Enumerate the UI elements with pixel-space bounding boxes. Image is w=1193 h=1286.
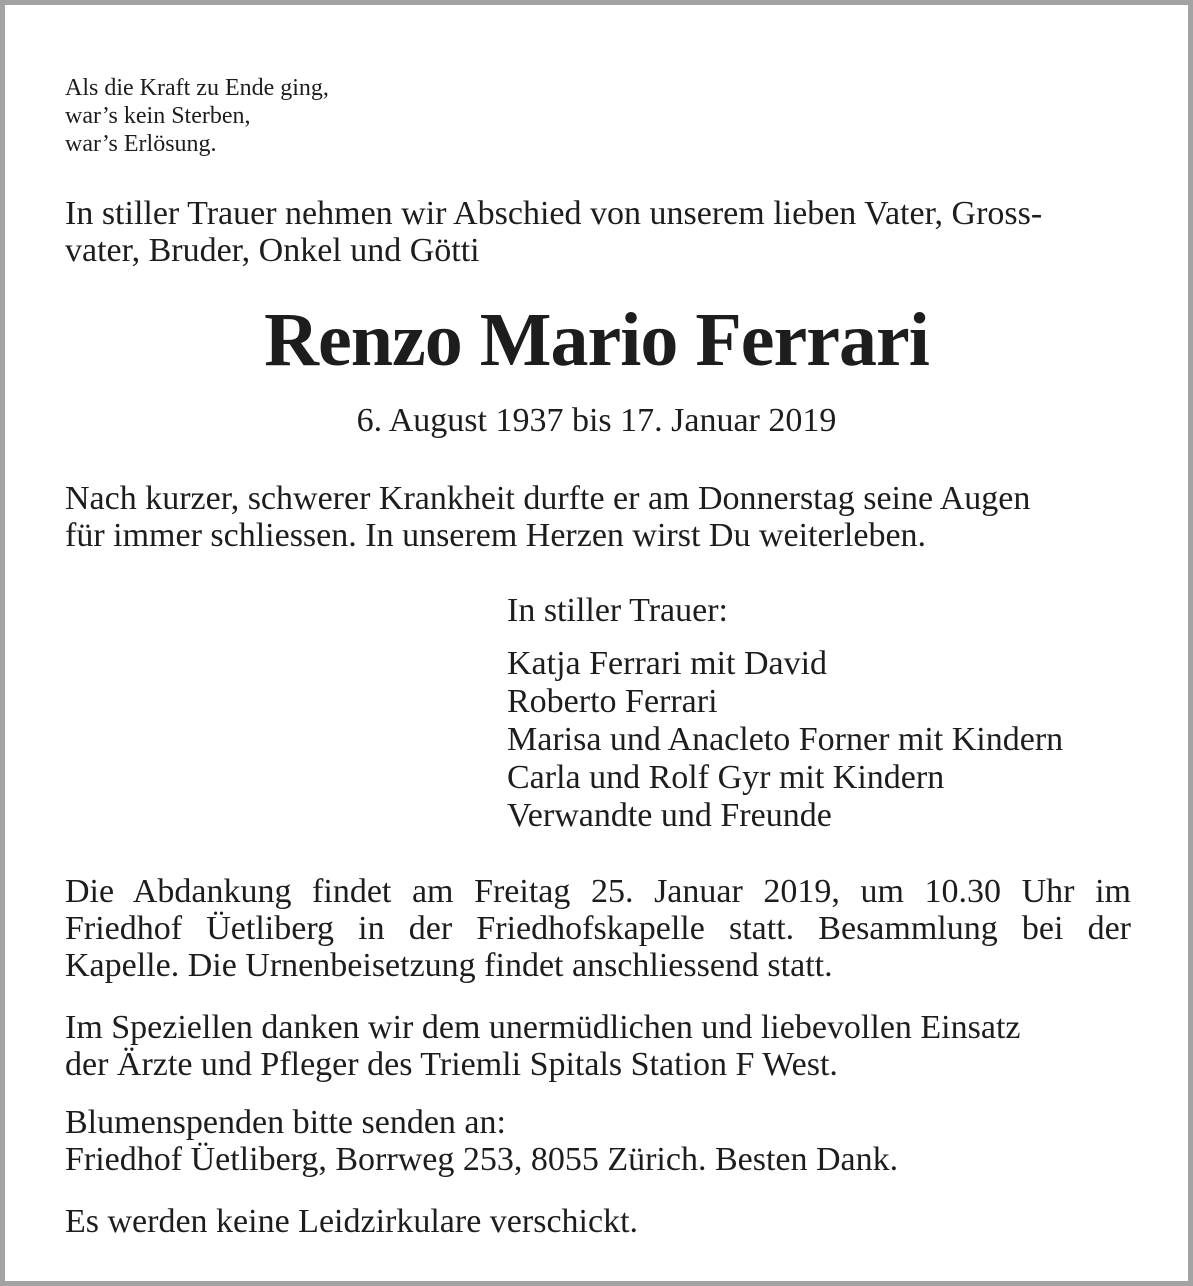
no-circulars-notice: Es werden keine Leidzirkulare verschickt. [65, 1203, 639, 1240]
farewell-message [65, 480, 1030, 554]
mourners-list [507, 645, 1063, 835]
mourner-name: Carla und Rolf Gyr mit Kindern [507, 759, 945, 796]
motto-line: war’s kein Sterben, [65, 103, 251, 129]
motto-line: war’s Erlösung. [65, 131, 217, 157]
mourner-name: Katja Ferrari mit David [507, 645, 828, 682]
mourners-block [507, 592, 1063, 835]
service-details [65, 873, 1131, 984]
flowers-address: Friedhof Üetliberg, Borrweg 253, 8055 Zürich. Besten Dank. [65, 1141, 899, 1178]
flower-donations [65, 1104, 1131, 1178]
intro-line: vater, Bruder, Onkel und Götti [65, 232, 480, 269]
service-line: Friedhof Üetliberg in der Friedhofskapelle statt. Besammlung bei der [65, 910, 1131, 947]
message-line: Nach kurzer, schwerer Krankheit durfte er am Donnerstag seine Augen [65, 480, 1031, 517]
intro-line: In stiller Trauer nehmen wir Abschied von unserem lieben Vater, Gross- [65, 195, 1043, 232]
motto-verse [65, 74, 329, 158]
flowers-line: Blumenspenden bitte senden an: [65, 1104, 506, 1141]
message-line: für immer schliessen. In unserem Herzen wirst Du weiterleben. [65, 517, 927, 554]
mourner-name: Roberto Ferrari [507, 683, 718, 720]
motto-line: Als die Kraft zu Ende ging, [65, 75, 329, 101]
thanks-line: der Ärzte und Pfleger des Triemli Spitals Station F West. [65, 1046, 838, 1083]
thanks-paragraph [65, 1009, 1131, 1083]
service-line: Kapelle. Die Urnenbeisetzung findet anschliessend statt. [65, 947, 833, 984]
mourners-heading: In stiller Trauer: [507, 592, 728, 629]
life-dates: 6. August 1937 bis 17. Januar 2019 [356, 402, 837, 439]
mourner-name: Marisa und Anacleto Forner mit Kindern [507, 721, 1064, 758]
service-line: Die Abdankung findet am Freitag 25. Januar 2019, um 10.30 Uhr im [65, 873, 1131, 910]
mourner-name: Verwandte und Freunde [507, 797, 832, 834]
deceased-name: Renzo Mario Ferrari [264, 298, 929, 382]
intro-paragraph [65, 195, 1131, 269]
thanks-line: Im Speziellen danken wir dem unermüdlichen und liebevollen Einsatz [65, 1009, 1021, 1046]
